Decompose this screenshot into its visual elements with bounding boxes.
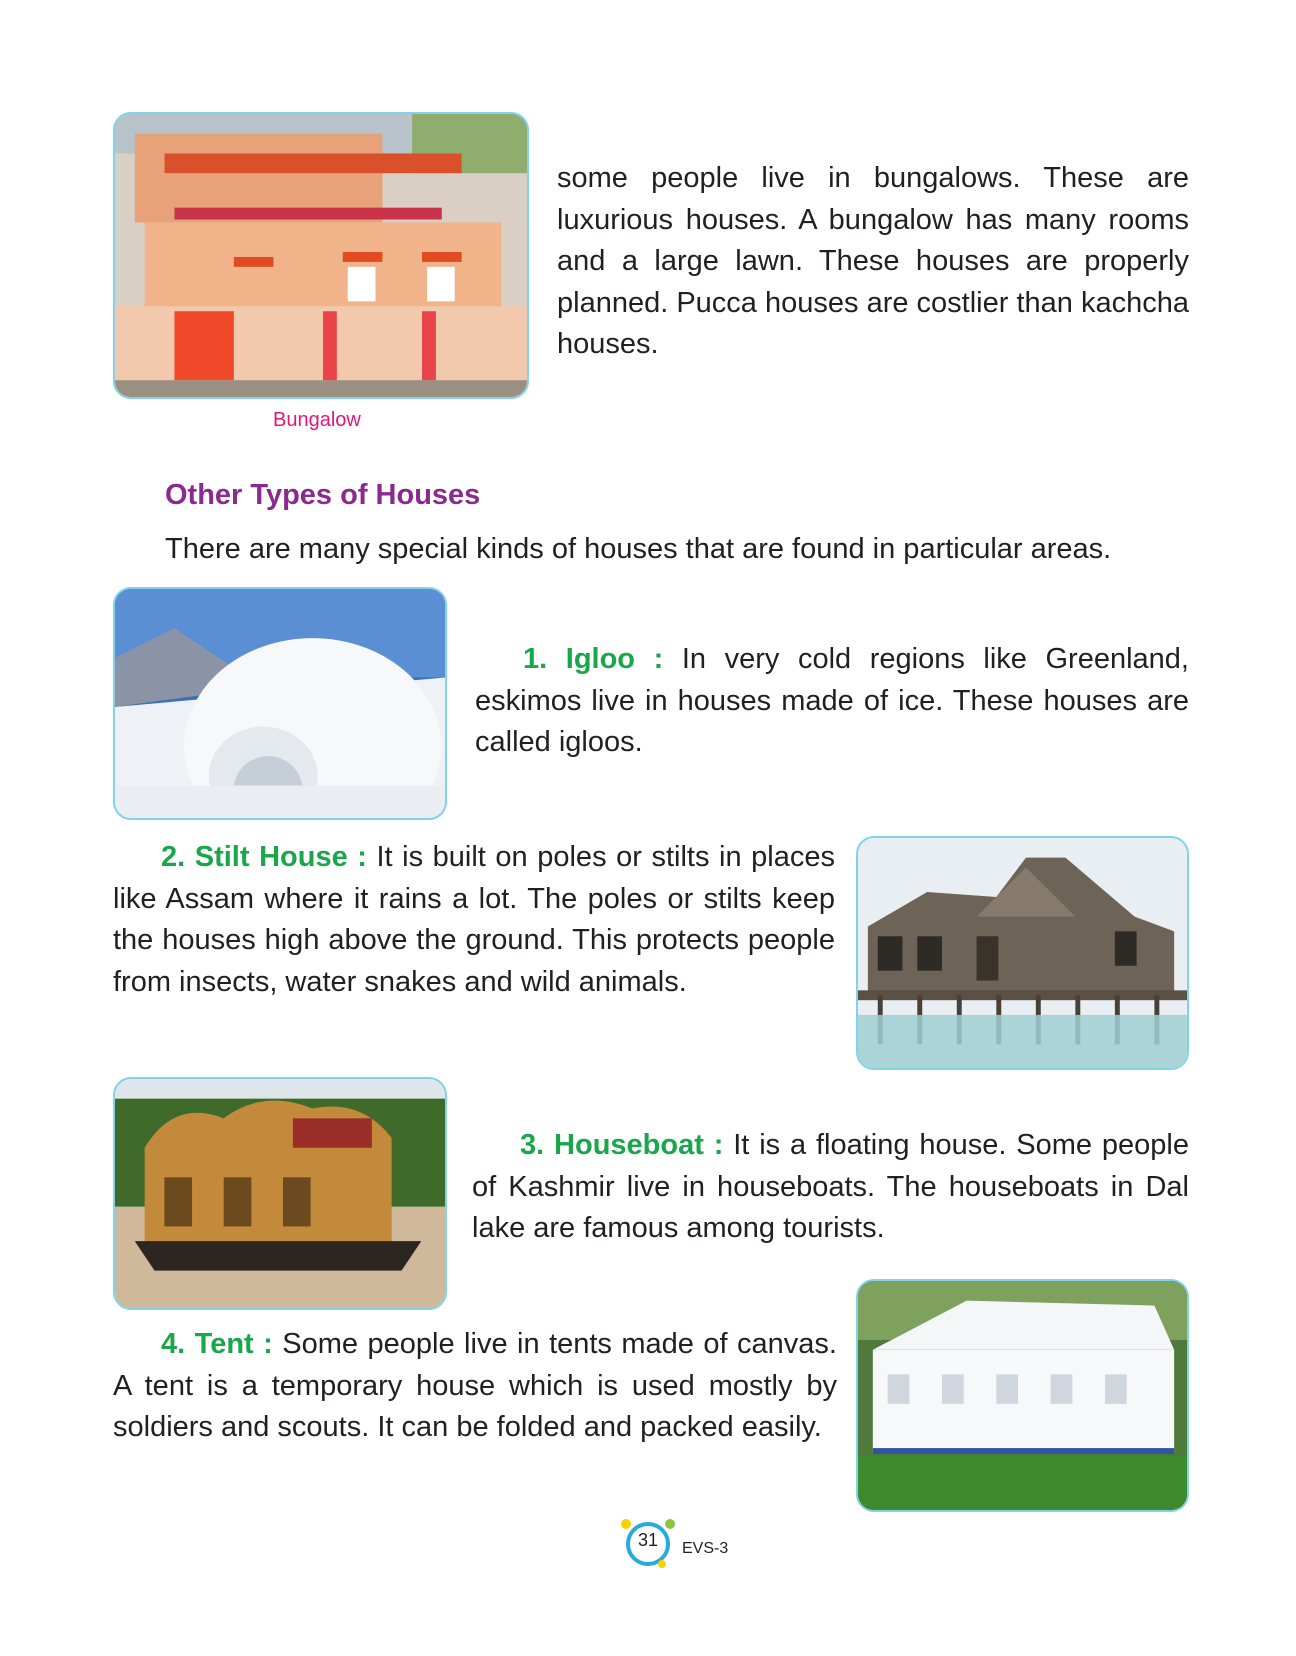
tent-photo xyxy=(856,1279,1189,1512)
bungalow-caption: Bungalow xyxy=(273,409,361,431)
stilt-house-photo xyxy=(856,836,1189,1070)
book-code: EVS-3 xyxy=(682,1540,729,1557)
tent-paragraph xyxy=(113,1324,837,1449)
page-footer xyxy=(612,1510,742,1570)
houseboat-text: It is a floating house. Some people of Kashmir live in houseboats. The houseboats in Dal lake are famous among tourists. xyxy=(472,1129,1189,1244)
stilt-house-paragraph xyxy=(113,837,835,1003)
houseboat-label: 3. Houseboat : xyxy=(520,1129,724,1161)
igloo-text: In very cold regions like Greenland, eskimos live in houses made of ice. These houses are called igloos. xyxy=(475,643,1189,758)
bungalow-photo xyxy=(113,112,529,399)
tent-label: 4. Tent : xyxy=(161,1328,273,1360)
stilt-house-text: It is built on poles or stilts in places like Assam where it rains a lot. The poles or stilts keep the houses high above the ground. This protects people from insects, water snakes and wild animals. xyxy=(113,841,835,998)
houseboat-paragraph xyxy=(472,1125,1189,1250)
section-heading: Other Types of Houses xyxy=(165,479,481,511)
stilt-house-label: 2. Stilt House : xyxy=(161,841,367,873)
page-number: 31 xyxy=(637,1530,659,1550)
houseboat-photo xyxy=(113,1077,447,1310)
section-intro: There are many special kinds of houses that are found in particular areas. xyxy=(165,533,1112,565)
tent-text: Some people live in tents made of canvas. A tent is a temporary house which is used mostly by soldiers and scouts. It can be folded and packed easily. xyxy=(113,1328,837,1443)
igloo-label: 1. Igloo : xyxy=(523,643,664,675)
igloo-photo xyxy=(113,587,447,820)
igloo-paragraph xyxy=(475,639,1189,764)
bungalow-paragraph: some people live in bungalows. These are luxurious houses. A bungalow has many rooms and a large lawn. These houses are properly planned. Pucca houses are costlier than kachcha houses. xyxy=(557,162,1189,360)
